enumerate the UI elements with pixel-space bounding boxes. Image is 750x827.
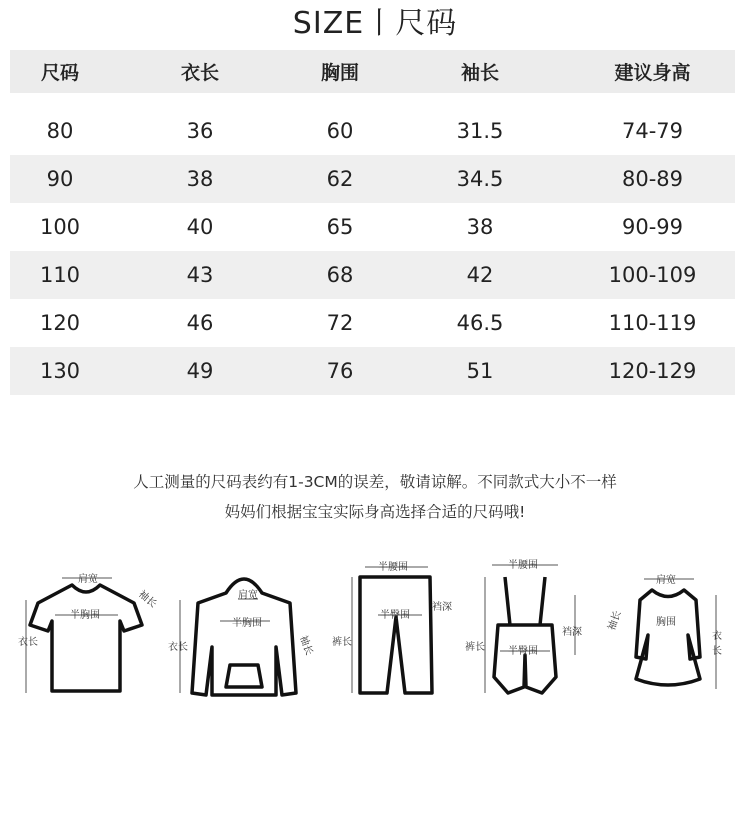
cell: 72: [326, 311, 354, 335]
header-height: 建议身高: [614, 62, 691, 84]
tshirt-shoulder-label: 肩宽: [78, 574, 98, 585]
cell: 74-79: [621, 119, 684, 143]
table-header-row: [10, 50, 735, 93]
cell: 36: [186, 119, 214, 143]
table-row: [10, 107, 735, 155]
cell: 90-99: [621, 215, 684, 239]
measurement-diagrams: [0, 555, 750, 715]
pants-waist-label: 半腰围: [378, 562, 408, 573]
cell: 110: [39, 263, 81, 287]
dress-shoulder-label: 肩宽: [656, 575, 676, 586]
cell: 100-109: [608, 263, 697, 287]
header-length: 衣长: [180, 62, 219, 84]
cell: 60: [326, 119, 354, 143]
cell: 49: [186, 359, 214, 383]
dress-icon: [636, 590, 700, 685]
cell: 65: [326, 215, 354, 239]
pants-rise-label: 裆深: [432, 602, 452, 613]
header-sleeve: 袖长: [460, 62, 499, 84]
table-row: [10, 299, 735, 347]
header-size: 尺码: [40, 62, 79, 84]
hoodie-chest-label: 半胸围: [232, 618, 262, 629]
hoodie-length-label: 衣长: [168, 642, 188, 653]
cell: 43: [186, 263, 214, 287]
pants-icon: [360, 577, 432, 693]
table-row: [10, 203, 735, 251]
pants-length-label: 裤长: [332, 637, 352, 648]
table-row: [10, 155, 735, 203]
cell: 76: [326, 359, 354, 383]
measurement-note: 人工测量的尺码表约有1-3CM的误差，敬请谅解。不同款式大小不一样: [133, 473, 617, 491]
tshirt-icon: [30, 585, 142, 691]
dress-chest-label: 胸围: [656, 617, 676, 628]
overalls-length-label: 裤长: [465, 642, 485, 653]
tshirt-sleeve-label: 袖长: [136, 588, 159, 611]
cell: 90: [46, 167, 74, 191]
measurement-advice: 妈妈们根据宝宝实际身高选择合适的尺码哦!: [224, 503, 526, 521]
cell: 31.5: [456, 119, 504, 143]
cell: 80-89: [621, 167, 684, 191]
cell: 46: [186, 311, 214, 335]
table-row: [10, 251, 735, 299]
cell: 46.5: [456, 311, 504, 335]
overalls-hip-label: 半臀围: [508, 646, 538, 657]
cell: 62: [326, 167, 354, 191]
tshirt-length-label: 衣长: [18, 637, 38, 648]
cell: 80: [46, 119, 74, 143]
cell: 68: [326, 263, 354, 287]
cell: 34.5: [456, 167, 504, 191]
pants-hip-label: 半臀围: [380, 610, 410, 621]
dress-sleeve-label: 袖长: [606, 609, 624, 633]
overalls-rise-label: 裆深: [562, 627, 582, 638]
cell: 120-129: [608, 359, 697, 383]
table-row: [10, 347, 735, 395]
cell: 38: [466, 215, 494, 239]
cell: 110-119: [608, 311, 697, 335]
header-chest: 胸围: [320, 62, 359, 84]
hoodie-shoulder-label: 肩宽: [238, 590, 258, 601]
cell: 100: [39, 215, 81, 239]
cell: 51: [466, 359, 494, 383]
cell: 130: [39, 359, 81, 383]
cell: 120: [39, 311, 81, 335]
overalls-icon: [494, 577, 556, 693]
size-table: [10, 50, 735, 395]
dress-length-label-1: 衣: [712, 631, 722, 642]
hoodie-sleeve-label: 袖长: [297, 634, 315, 657]
dress-length-label-2: 长: [712, 646, 722, 657]
cell: 38: [186, 167, 214, 191]
page-title: SIZE丨尺码: [292, 6, 458, 41]
cell: 40: [186, 215, 214, 239]
cell: 42: [466, 263, 494, 287]
overalls-waist-label: 半腰围: [508, 560, 538, 571]
tshirt-chest-label: 半胸围: [70, 610, 100, 621]
